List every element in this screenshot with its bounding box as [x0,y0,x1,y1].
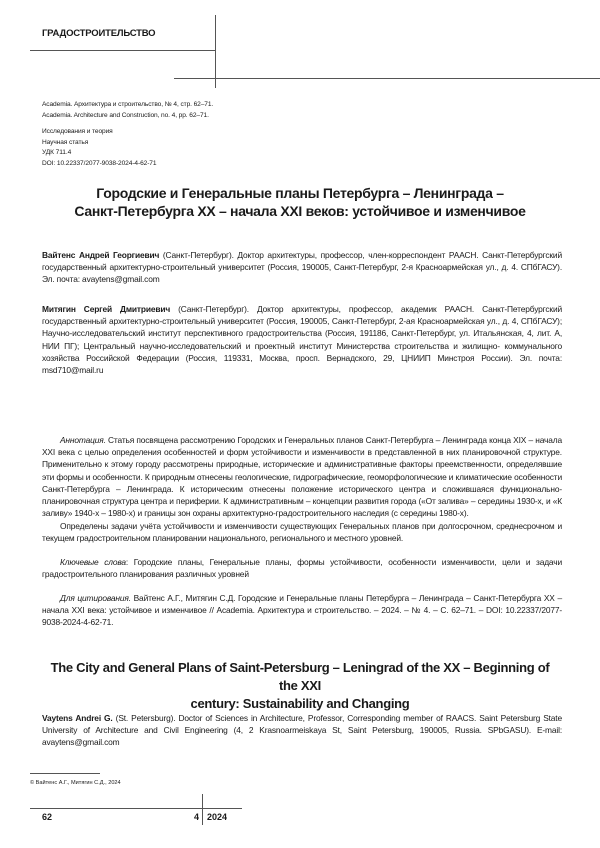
footer-rule [30,808,242,809]
article-type: Научная статья [42,138,156,149]
abstract-label: Аннотация. [60,435,106,445]
udk: УДК 711.4 [42,148,156,159]
abstract [42,434,562,519]
author-en-name: Vaytens Andrei G. [42,713,113,723]
author-1-name: Вайтенс Андрей Георгиевич [42,250,159,260]
abstract-2: Определены задачи учёта устойчивости и изменчивости существующих Генеральных планов при долгосрочном, среднесрочном и текущем градостроительном планировании национального, регионального и местного уровней. [42,520,562,544]
title-en-line1: The City and General Plans of Saint-Petersburg – Leningrad of the XX – Beginning of the XXI [40,659,560,695]
keywords [42,556,562,580]
citation-text: Вайтенс А.Г., Митягин С.Д. Городские и Генеральные планы Петербурга – Ленинграда – Санкт-Петербурга XX – начала XXI века: устойчивое и изменчивое // Academia. Архитектура и строительство. – 2024. – № 4. – С. 62–71. – DOI: 10.22337/2077-9038-2024-4-62-71. [42,593,562,627]
year: 2024 [207,812,227,822]
author-2-info: (Санкт-Петербург). Доктор архитектуры, профессор, академик РААСН. Санкт-Петербургский государственный архитектурно-строительный университет (Россия, 190005, Санкт-Петербург, 2-ая Красноармейская ул., д. 4, СПбГАСУ); Научно-исследовательский институт перспективного градостроительства (Россия, 191186, Санкт-Петербург, ул. Итальянская, 4, лит. А, НИИ ПГ); Центральный научно-исследовательский и проектный институт Министерства строительства и жилищно- коммунального хозяйства Российской Федерации (Россия, 119331, Москва, просп. Вернадского, 29, ЦНИИП Минстроя России). Эл. почта: msd710@mail.ru [42,304,562,375]
author-1-info: (Санкт-Петербург). Доктор архитектуры, профессор, член-корреспондент РААСН. Санкт-Петербургский государственный архитектурно-строительный университет (Россия, 190005, Санкт-Петербург, 2-я Красноармейская ул., д. 4. СПбГАСУ). Эл. почта: avaytens@gmail.com [42,250,562,284]
author-en-info: (St. Petersburg). Doctor of Sciences in Architecture, Professor, Corresponding member of RAACS. Saint Petersburg State University of Architecture and Civil Engineering (4, 2 Krasnoarmeiskaya St, Saint Petersburg, 190005, Russia. SPbGASU). E-mail: avaytens@gmail.com [42,713,562,747]
page-number: 62 [42,812,52,822]
title-ru-line1: Городские и Генеральные планы Петербурга – Ленинграда – [40,184,560,202]
doi: DOI: 10.22337/2077-9038-2024-4-62-71 [42,159,156,170]
title-en [40,659,560,713]
abstract-text: Статья посвящена рассмотрению Городских и Генеральных планов Санкт-Петербурга – Ленинграда конца XIX – начала XXI века с целью определения особенностей и форм устойчивости и изменчивости в представленной в них планировочной структуре. Применительно к этому городу рассмотрены природные, исторические и административные факторы преемственности, определявшие эти формы и особенности. К природным отнесены геологические, гидрографические, геоморфологические и климатические особенности Санкт-Петербурга – Ленинграда. К историческим отнесены положение исторического центра и сложившаяся функционально-планировочная структура центра и периферии. К административным – концепции развития города («От залива» – середины 1930-х, и «К заливу» 1940-х – 1980-х) и границы зон охраны архитектурно-градостроительного наследия (с середины 1980-х). [42,435,562,518]
footer-rule-vertical [202,794,203,825]
header-rule-left [30,50,216,51]
title-en-line2: century: Sustainability and Changing [40,695,560,713]
author-2-name: Митягин Сергей Дмитриевич [42,304,170,314]
author-2 [42,303,562,376]
citation-label: Для цитирования. [60,593,131,603]
title-ru [40,184,560,220]
author-en [42,712,562,749]
footnote-rule [30,773,100,774]
keywords-text: : Городские планы, Генеральные планы, формы устойчивости, особенности изменчивости, цели и задачи градостроительного планирования различных уровней [42,557,562,579]
copyright-footnote: © Вайтенс А.Г., Митягин С.Д., 2024 [30,780,121,786]
keywords-label: Ключевые слова [60,557,126,567]
citation [42,592,562,629]
category: Исследования и теория [42,127,156,138]
journal-en: Academia. Architecture and Construction, no. 4, pp. 62–71. [42,111,213,122]
section-title: ГРАДОСТРОИТЕЛЬСТВО [42,28,155,39]
article-meta [42,127,156,169]
title-ru-line2: Санкт-Петербурга XX – начала XXI веков: устойчивое и изменчивое [40,202,560,220]
header-rule-right [174,78,600,79]
journal-info [42,100,213,121]
author-1 [42,249,562,286]
issue-number: 4 [194,812,199,822]
journal-ru: Academia. Архитектура и строительство, № 4, стр. 62–71. [42,100,213,111]
